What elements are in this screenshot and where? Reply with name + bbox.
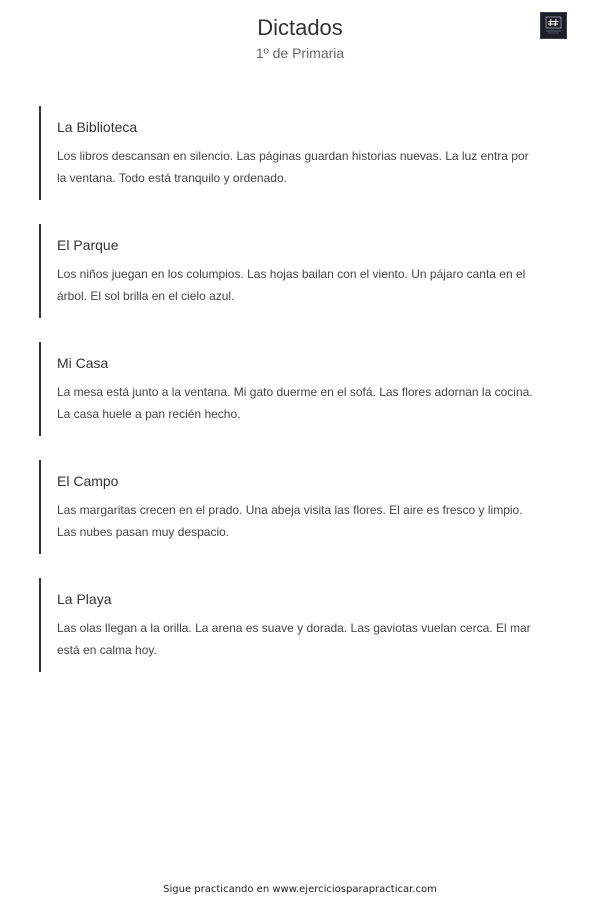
- page-subtitle: 1º de Primaria: [255, 45, 345, 61]
- section-text: La mesa está junto a la ventana. Mi gato duerme en el sofá. Las flores adornan la cocina. La casa huele a pan recién hecho.: [57, 385, 533, 421]
- section-text: Las olas llegan a la orilla. La arena es suave y dorada. Las gaviotas vuelan cerca. El mar está en calma hoy.: [57, 621, 531, 657]
- hash-logo-icon: [540, 12, 567, 39]
- footer-link-text: Sigue practicando en www.ejerciciosparapracticar.com: [163, 884, 437, 895]
- dictation-section: [39, 460, 539, 554]
- section-title: La Biblioteca: [57, 119, 138, 135]
- dictation-section: [39, 224, 539, 318]
- dictation-list: [39, 106, 539, 696]
- section-title: Mi Casa: [57, 355, 109, 371]
- dictation-section: [39, 578, 539, 672]
- section-title: La Playa: [57, 591, 112, 607]
- section-text: Los niños juegan en los columpios. Las hojas bailan con el viento. Un pájaro canta en el árbol. El sol brilla en el cielo azul.: [57, 267, 526, 303]
- dictation-section: [39, 106, 539, 200]
- dictation-section: [39, 342, 539, 436]
- section-title: El Parque: [57, 237, 119, 253]
- page-title: Dictados: [257, 15, 343, 40]
- section-text: Las margaritas crecen en el prado. Una abeja visita las flores. El aire es fresco y limpio. Las nubes pasan muy despacio.: [57, 503, 523, 539]
- page-header: [0, 14, 600, 62]
- section-title: El Campo: [57, 473, 119, 489]
- section-text: Los libros descansan en silencio. Las páginas guardan historias nuevas. La luz entra por la ventana. Todo está tranquilo y ordenado.: [57, 149, 529, 185]
